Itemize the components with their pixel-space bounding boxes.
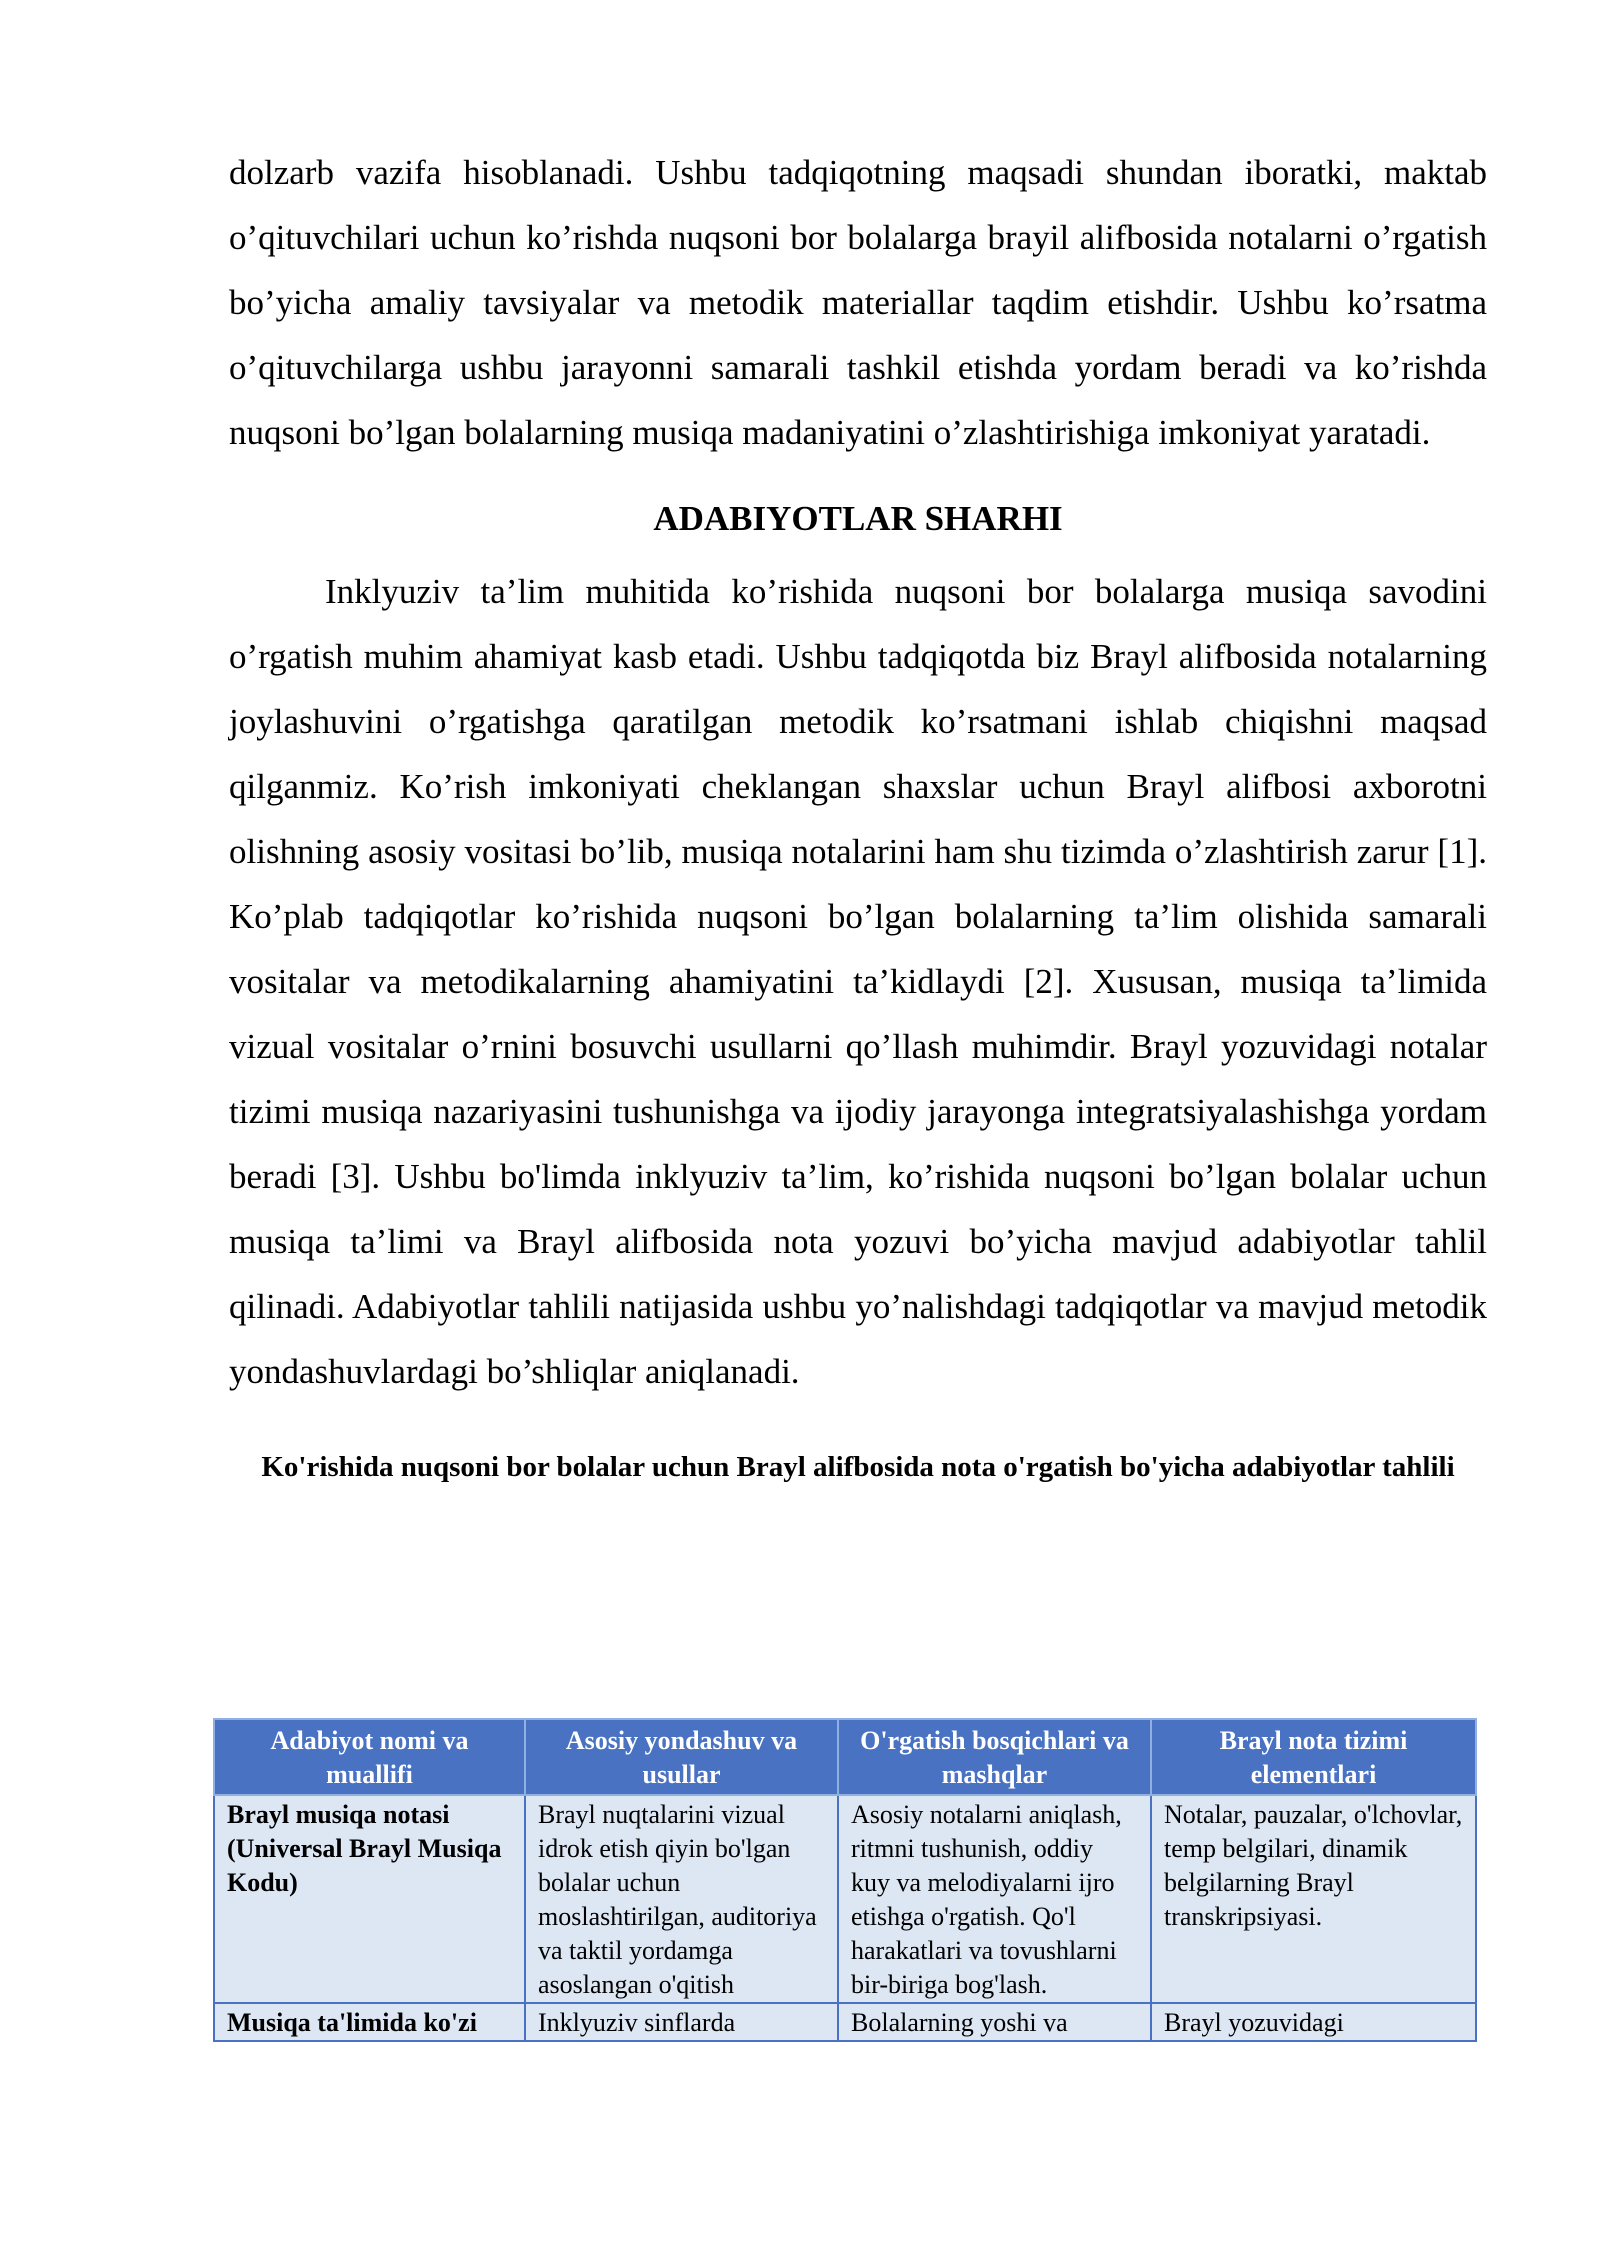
cell-text: Bolalarning yoshi va [851, 2008, 1068, 2037]
table-cell: Brayl musiqa notasi (Universal Brayl Musiqa Kodu) [214, 1795, 525, 2003]
table-cell [838, 2003, 1151, 2041]
table-cell [525, 2003, 838, 2041]
cell-text: Brayl yozuvidagi [1164, 2008, 1344, 2037]
table-header-cell: O'rgatish bosqichlari va mashqlar [838, 1719, 1151, 1795]
table-row [214, 1795, 1476, 2003]
table-header-cell: Asosiy yondashuv va usullar [525, 1719, 838, 1795]
table-row [214, 2003, 1476, 2041]
literature-table [213, 1718, 1477, 2042]
intro-paragraph: dolzarb vazifa hisoblanadi. Ushbu tadqiqotning maqsadi shundan iboratki, maktab o’qituvchilari uchun ko’rishda nuqsoni bor bolalarga brayil alifbosida notalarni o’rgatish bo’yicha amaliy tavsiyalar va metodik materiallar taqdim etishdir. Ushbu ko’rsatma o’qituvchilarga ushbu jarayonni samarali tashkil etishda yordam beradi va ko’rishda nuqsoni bo’lgan bolalarning musiqa madaniyatini o’zlashtirishiga imkoniyat yaratadi. [229, 153, 1487, 452]
cell-text: Inklyuziv sinflarda [538, 2008, 736, 2037]
body-text-block [229, 140, 1487, 1495]
table-header-row [214, 1719, 1476, 1795]
review-paragraph: Inklyuziv ta’lim muhitida ko’rishida nuqsoni bor bolalarga musiqa savodini o’rgatish muhim ahamiyat kasb etadi. Ushbu tadqiqotda biz Brayl alifbosida notalarning joylashuvini o’rgatishga qaratilgan metodik ko’rsatmani ishlab chiqishni maqsad qilganmiz. Ko’rish imkoniyati cheklangan shaxslar uchun Brayl alifbosi axborotni olishning asosiy vositasi bo’lib, musiqa notalarini ham shu tizimda o’zlashtirish zarur [1]. Ko’plab tadqiqotlar ko’rishida nuqsoni bo’lgan bolalarning ta’lim olishida samarali vositalar va metodikalarning ahamiyatini ta’kidlaydi [2]. Xususan, musiqa ta’limida vizual vositalar o’rnini bosuvchi usullarni qo’llash muhimdir. Brayl yozuvidagi notalar tizimi musiqa nazariyasini tushunishga va ijodiy jarayonga integratsiyalashishga yordam beradi [3]. Ushbu bo'limda inklyuziv ta’lim, ko’rishida nuqsoni bo’lgan bolalar uchun musiqa ta’limi va Brayl alifbosida nota yozuvi bo’yicha mavjud adabiyotlar tahlil qilinadi. Adabiyotlar tahlili natijasida ushbu yo’nalishdagi tadqiqotlar va mavjud metodik yondashuvlardagi bo’shliqlar aniqlanadi. [229, 572, 1487, 1391]
section-heading: ADABIYOTLAR SHARHI [653, 499, 1063, 538]
table-header-cell: Brayl nota tizimi elementlari [1151, 1719, 1476, 1795]
table-cell: Asosiy notalarni aniqlash, ritmni tushunish, oddiy kuy va melodiyalarni ijro etishga o'rgatish. Qo'l harakatlari va tovushlarni bir-biriga bog'lash. [838, 1795, 1151, 2003]
table-cell [214, 2003, 525, 2041]
table-cell: Notalar, pauzalar, o'lchovlar, temp belgilari, dinamik belgilarning Brayl transkripsiyasi. [1151, 1795, 1476, 2003]
cell-text: Musiqa ta'limida ko'zi [227, 2008, 477, 2037]
table-header-cell: Adabiyot nomi va muallifi [214, 1719, 525, 1795]
table-cell [1151, 2003, 1476, 2041]
table-caption: Ko'rishida nuqsoni bor bolalar uchun Brayl alifbosida nota o'rgatish bo'yicha adabiyotlar tahlili [261, 1451, 1455, 1483]
table-cell: Brayl nuqtalarini vizual idrok etish qiyin bo'lgan bolalar uchun moslashtirilgan, auditoriya va taktil yordamga asoslangan o'qitish [525, 1795, 838, 2003]
